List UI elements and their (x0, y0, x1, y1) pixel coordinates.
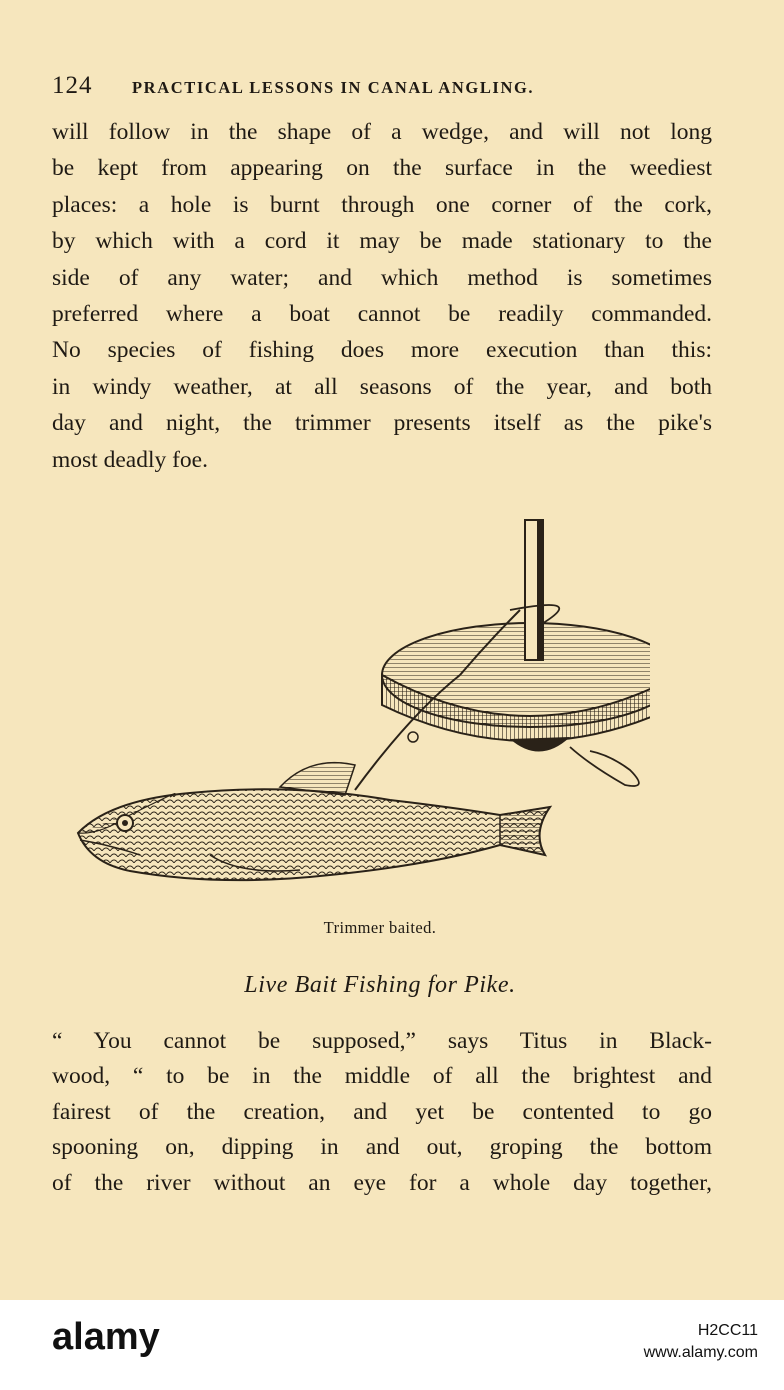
trimmer-peg (525, 520, 543, 660)
watermark-footer (0, 1300, 784, 1390)
text-line: by which with a cord it may be made stationary to the (52, 228, 712, 255)
text-line: of the river without an eye for a whole day together, (52, 1169, 712, 1196)
text-line: in windy weather, at all seasons of the year, and both (52, 373, 712, 400)
text-line: day and night, the trimmer presents itself as the pike's (52, 410, 712, 437)
text-line: wood, “ to be in the middle of all the brightest and (52, 1063, 712, 1090)
text-line: places: a hole is burnt through one corner of the cork, (52, 191, 712, 218)
running-head: PRACTICAL LESSONS IN CANAL ANGLING. (132, 78, 535, 97)
text-line: most deadly foe. (52, 446, 208, 473)
image-url: www.alamy.com (643, 1344, 758, 1361)
alamy-logo: alamy (52, 1316, 160, 1358)
text-line: “ You cannot be supposed,” says Titus in Black- (52, 1028, 712, 1054)
text-line: side of any water; and which method is sometimes (52, 264, 712, 291)
trimmer-cork (382, 623, 650, 752)
text-line: preferred where a boat cannot be readily commanded. (52, 301, 712, 328)
line-knot (408, 732, 418, 742)
text-line: will follow in the shape of a wedge, and will not long (52, 119, 712, 145)
page-number: 124 (52, 72, 93, 99)
image-id (644, 1320, 758, 1364)
image-id-code: H2CC11 (697, 1322, 758, 1339)
text-line: be kept from appearing on the surface in the weediest (52, 155, 712, 182)
bait-fish (78, 763, 550, 881)
text-line: No species of fishing does more execution than this: (52, 337, 712, 364)
figure-caption: Trimmer baited. (323, 918, 437, 937)
text-line: fairest of the creation, and yet be contented to go (52, 1098, 712, 1125)
paragraph-1 (52, 114, 712, 478)
page-header (52, 72, 732, 102)
trimmer-illustration (70, 515, 650, 905)
section-heading: Live Bait Fishing for Pike. (244, 972, 516, 998)
paragraph-2 (52, 1024, 712, 1201)
text-line: spooning on, dipping in and out, groping the bottom (52, 1134, 712, 1161)
